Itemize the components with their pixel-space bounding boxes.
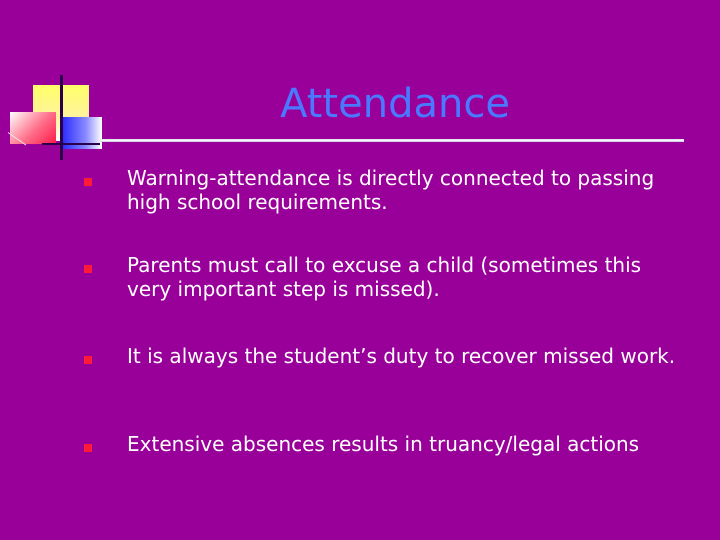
bullet-text: Parents must call to excuse a child (sometimes this very important step is missed). bbox=[127, 253, 642, 301]
bullet-text: Extensive absences results in truancy/legal actions bbox=[127, 432, 640, 456]
bullet-marker-icon bbox=[84, 356, 92, 364]
bullet-marker-icon bbox=[84, 178, 92, 186]
bullet-item bbox=[80, 344, 680, 368]
bullet-item bbox=[80, 166, 680, 214]
bullet-text: It is always the student’s duty to recover missed work. bbox=[127, 344, 676, 368]
bullet-item bbox=[80, 432, 680, 456]
vertical-line bbox=[60, 75, 63, 160]
horizontal-line bbox=[42, 143, 100, 145]
slide-title: Attendance bbox=[280, 81, 510, 127]
bullet-text: Warning-attendance is directly connected to passing high school requirements. bbox=[127, 166, 655, 214]
title-underline bbox=[100, 139, 684, 142]
corner-decoration-logo bbox=[0, 0, 110, 165]
bullet-marker-icon bbox=[84, 265, 92, 273]
bullet-marker-icon bbox=[84, 444, 92, 452]
bullet-item bbox=[80, 253, 680, 301]
